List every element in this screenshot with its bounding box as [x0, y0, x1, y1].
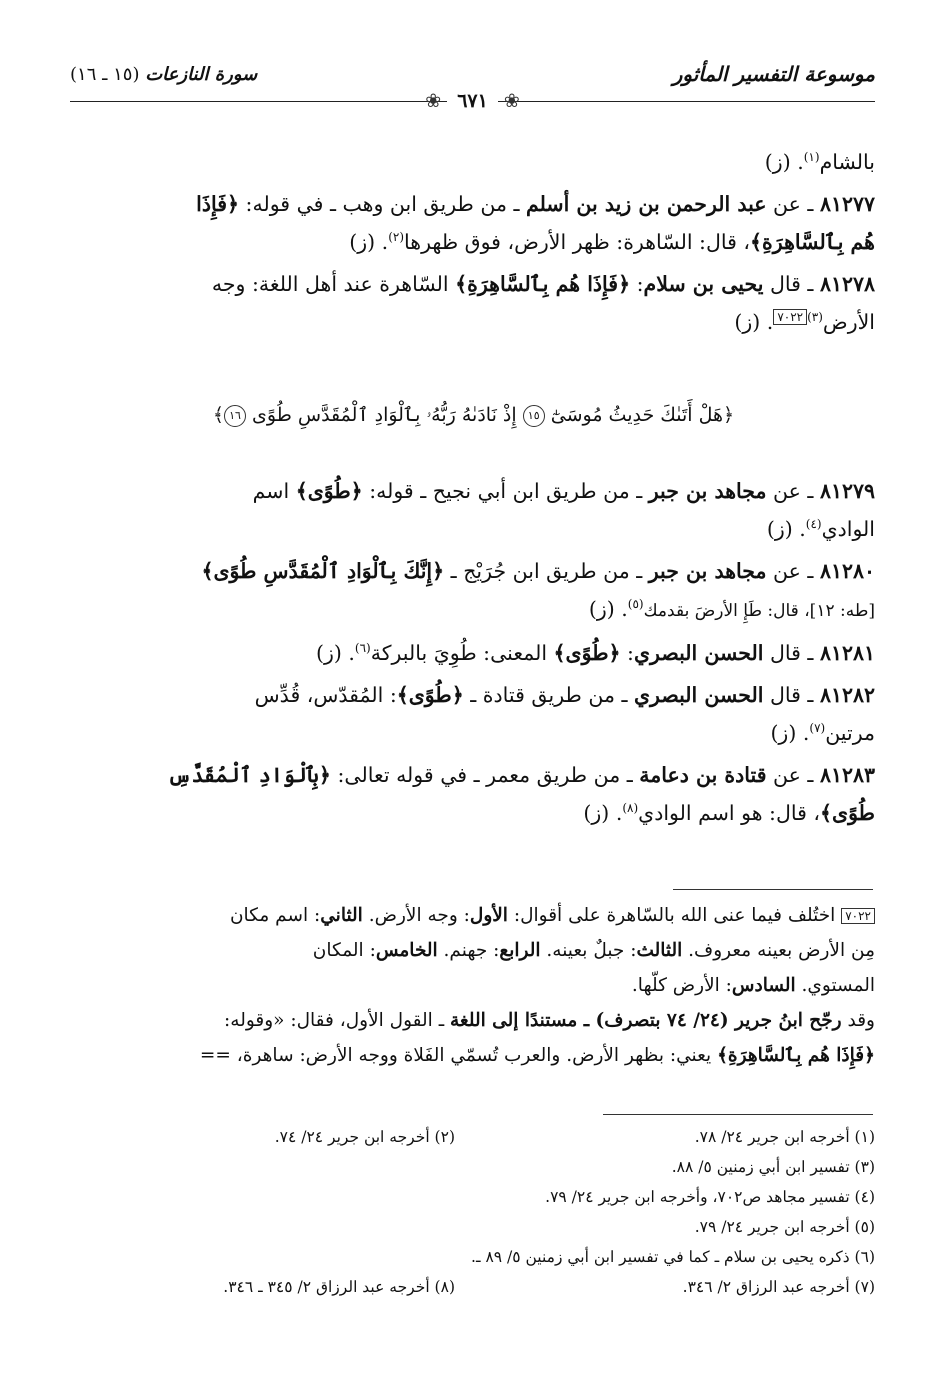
narration-entry: [72, 185, 875, 261]
footnote: (٤) تفسير مجاهد ص٧٠٢، وأخرجه ابن جرير ٢٤/ ٧٩.: [545, 1188, 875, 1206]
quran-ayah: ﴿هَلْ أَتَىٰكَ حَدِيثُ مُوسَىٰٓ: [550, 404, 735, 426]
text: المعنى: طُوِيَ بالبركة: [370, 641, 554, 665]
commentary-ref-box[interactable]: ٧٠٢٢: [773, 309, 807, 325]
text: ـ من طريق معمر ـ في قوله تعالى:: [330, 763, 640, 787]
paragraph-continuation: [72, 143, 875, 181]
footnotes: [72, 1122, 875, 1302]
narrator-name: مجاهد بن جبر: [648, 559, 767, 583]
text: بالشام: [819, 150, 875, 174]
narration-entry: [72, 676, 875, 752]
ornament-icon: ❀: [425, 90, 442, 112]
surah-name: سورة النازعات: [145, 64, 258, 85]
text: . (ز): [315, 641, 355, 665]
text: ـ من طريق ابن أبي نجيح ـ قوله:: [362, 479, 649, 503]
commentary-note: [72, 898, 875, 1073]
footnote: (٥) أخرجه ابن جرير ٢٤/ ٧٩.: [694, 1218, 875, 1236]
text: [طه: ١٢]، قال: طَإِ الأرضَ بقدمك: [643, 601, 875, 621]
text: وقد: [841, 1010, 875, 1031]
verse-number-icon: ١٦: [224, 405, 246, 427]
quran-ayah: ﴿بِٱلْوَادِ ٱلْمُقَدَّسِ: [167, 763, 331, 787]
text: الأرض: [822, 310, 875, 334]
opinion-label: الأول: [469, 905, 508, 926]
quran-ayah: ﴿طُوًى﴾: [295, 479, 363, 503]
ornament-icon: ❀: [503, 90, 520, 112]
opinion-label: الثاني: [320, 905, 363, 926]
quran-ayah: ﴿فَإِذَا: [196, 192, 240, 216]
surah-reference: [70, 64, 257, 85]
commentary-line: [72, 1038, 875, 1073]
text: ـ من طريق ابن جُرَيْج ـ: [444, 559, 649, 583]
footnote-marker: (٦): [354, 641, 371, 656]
text: . (ز): [588, 597, 628, 621]
footnote: (١) أخرجه ابن جرير ٢٤/ ٧٨.: [694, 1128, 875, 1146]
quran-ayah: ﴿إِنَّكَ بِٱلْوَادِ ٱلْمُقَدَّسِ طُوًى﴾: [201, 559, 445, 583]
quran-bracket: ﴾: [212, 404, 224, 426]
narration-entry: [72, 265, 875, 341]
text: ـ من طريق ابن وهب ـ في قوله:: [239, 192, 526, 216]
text: ، قال: السّاهرة: ظهر الأرض، فوق ظهرها: [404, 230, 751, 254]
quran-ayah: ﴿فَإِذَا هُم بِٱلسَّاهِرَةِ﴾: [455, 272, 631, 296]
text: الوادي: [821, 517, 875, 541]
text: مرتين: [825, 721, 875, 745]
narration-entry: [72, 634, 875, 672]
text: . (ز): [764, 150, 804, 174]
footnote-marker: (٢): [388, 230, 405, 245]
commentary-line: [72, 933, 875, 968]
narrator-name: مجاهد بن جبر: [648, 479, 767, 503]
text: : المكان: [312, 940, 376, 961]
narrator-name: الحسن البصري: [633, 641, 764, 665]
text: ـ القول الأول، فقال: «وقوله:: [224, 1010, 450, 1031]
entry-number: ٨١٢٨٣: [819, 763, 875, 787]
text: ـ قال: [763, 683, 820, 707]
narration-entry: [72, 472, 875, 548]
narrator-name: عبد الرحمن بن زيد بن أسلم: [525, 192, 767, 216]
footnote-marker: (٣): [807, 310, 823, 325]
footnote-row: [72, 1272, 875, 1302]
text: . (ز): [770, 721, 810, 745]
narrator-name: قتادة بن دعامة: [639, 763, 767, 787]
text: ، قال: هو اسم الوادي: [638, 801, 821, 825]
quran-ayah: إِذْ نَادَىٰهُ رَبُّهُۥ بِٱلْوَادِ ٱلْمُقَدَّسِ طُوًى: [252, 404, 517, 426]
verse-range: (١٥ ـ ١٦): [70, 64, 140, 85]
text: :: [620, 641, 634, 665]
opinion-label: الرابع: [499, 940, 541, 961]
footnote-marker: (٤): [805, 517, 822, 532]
quran-ayah: ﴿طُوًى﴾: [396, 683, 464, 707]
text: المستوي.: [795, 975, 875, 996]
footnote: (٣) تفسير ابن أبي زمنين ٥/ ٨٨.: [671, 1158, 875, 1176]
citation: رجّح ابنُ جرير (٢٤/ ٧٤ بتصرف) ـ مستندًا إلى اللغة: [450, 1010, 842, 1031]
commentary-line: [72, 968, 875, 1003]
entry-number: ٨١٢٨٢: [819, 683, 875, 707]
entry-number: ٨١٢٨٠: [819, 559, 875, 583]
text: : جهنم.: [437, 940, 500, 961]
text: . (ز): [349, 230, 389, 254]
text: . (ز): [734, 310, 774, 334]
narration-entry: [72, 552, 875, 630]
entry-number: ٨١٢٧٧: [819, 192, 875, 216]
text: : المُقدّس، قُدِّس: [254, 683, 397, 707]
text: : جبلٌ بعينه.: [540, 940, 637, 961]
text: ـ عن: [766, 763, 820, 787]
text: السّاهرة عند أهل اللغة: وجه: [211, 272, 456, 296]
running-header: [70, 62, 875, 92]
footnote-row: [72, 1212, 875, 1242]
text: اسم: [252, 479, 296, 503]
narrator-name: يحيى بن سلام: [643, 272, 764, 296]
footnote-marker: (١): [803, 150, 820, 165]
opinion-label: الخامس: [375, 940, 438, 961]
commentary-separator: [673, 889, 873, 890]
text: : اسم مكان: [229, 905, 321, 926]
footnote: (٨) أخرجه عبد الرزاق ٢/ ٣٤٥ ـ ٣٤٦.: [223, 1278, 455, 1296]
entries-lower: [72, 472, 875, 832]
text: يعني: بظهر الأرض. والعرب تُسمّي الفَلاة ووجه الأرض: ساهرة، ==: [199, 1045, 718, 1066]
footnote: (٦) ذكره يحيى بن سلام ـ كما في تفسير ابن أبي زمنين ٥/ ٨٩ ـ.: [471, 1248, 875, 1266]
narration-entry: [72, 756, 875, 832]
footnote-row: [72, 1242, 875, 1272]
text: مِن الأرض بعينه معروف.: [682, 940, 875, 961]
text: ـ عن: [766, 479, 820, 503]
commentary-line: [72, 898, 875, 933]
footnote-row: [72, 1122, 875, 1152]
footnotes-separator: [603, 1114, 873, 1115]
text: ـ قال: [763, 641, 820, 665]
quran-ayah: طُوًى﴾: [820, 801, 875, 825]
footnote: (٢) أخرجه ابن جرير ٢٤/ ٧٤.: [274, 1128, 455, 1146]
verse-number-icon: ١٥: [523, 405, 545, 427]
footnote-row: [72, 1182, 875, 1212]
book-title: موسوعة التفسير المأثور: [672, 62, 875, 86]
quran-ayah: ﴿فَإِذَا هُم بِٱلسَّاهِرَةِ﴾: [717, 1045, 875, 1066]
footnote-marker: (٥): [627, 597, 644, 612]
commentary-ref-box: ٧٠٢٢: [841, 908, 875, 924]
text: . (ز): [766, 517, 806, 541]
opinion-label: السادس: [731, 975, 796, 996]
footnote-marker: (٨): [622, 801, 639, 816]
text: :: [630, 272, 644, 296]
footnote-row: [72, 1152, 875, 1182]
narrator-name: الحسن البصري: [633, 683, 764, 707]
page-number-row: [0, 90, 945, 112]
page-number: ٦٧١: [447, 90, 498, 112]
text: . (ز): [583, 801, 623, 825]
footnote: (٧) أخرجه عبد الرزاق ٢/ ٣٤٦.: [682, 1278, 875, 1296]
entry-number: ٨١٢٨١: [819, 641, 875, 665]
commentary-line: [72, 1003, 875, 1038]
opinion-label: الثالث: [636, 940, 683, 961]
quran-ayah: ﴿طُوًى﴾: [553, 641, 621, 665]
text: : الأرض كلّها.: [631, 975, 732, 996]
entry-number: ٨١٢٧٨: [819, 272, 875, 296]
footnote-marker: (٧): [809, 721, 826, 736]
text: ـ عن: [766, 192, 820, 216]
text: : وجه الأرض.: [362, 905, 470, 926]
text: ـ من طريق قتادة ـ: [463, 683, 634, 707]
text: ـ قال: [763, 272, 820, 296]
entries-top: [72, 143, 875, 341]
text: اختُلف فيما عنى الله بالسّاهرة على أقوال:: [507, 905, 842, 926]
text: ـ عن: [766, 559, 820, 583]
entry-number: ٨١٢٧٩: [819, 479, 875, 503]
verse-banner: [72, 404, 875, 427]
quran-ayah: هُم بِٱلسَّاهِرَةِ﴾: [750, 230, 875, 254]
